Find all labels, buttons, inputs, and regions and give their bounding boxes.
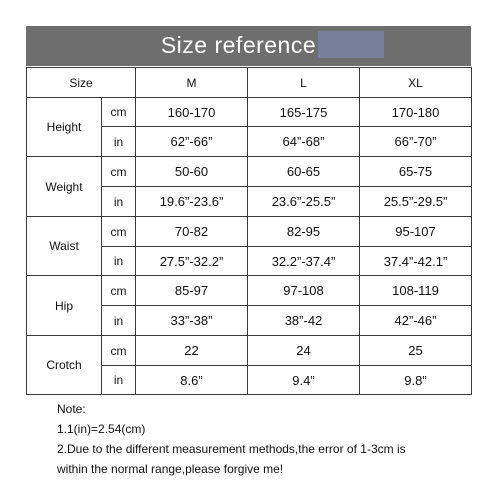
value-cell: 95-107 bbox=[360, 217, 472, 247]
value-cell: 85-97 bbox=[136, 276, 248, 306]
value-cell: 24 bbox=[248, 336, 360, 366]
value-cell: 97-108 bbox=[248, 276, 360, 306]
unit-cell: cm bbox=[102, 217, 136, 247]
unit-cell: in bbox=[102, 127, 136, 157]
value-cell: 38”-42 bbox=[248, 306, 360, 336]
unit-cell: in bbox=[102, 366, 136, 395]
measurement-label: Waist bbox=[27, 217, 102, 276]
measurement-label: Weight bbox=[27, 157, 102, 217]
unit-cell: cm bbox=[102, 157, 136, 187]
table-row bbox=[27, 217, 472, 247]
value-cell: 64”-68” bbox=[248, 127, 360, 157]
value-cell: 23.6”-25.5” bbox=[248, 187, 360, 217]
value-cell: 19.6”-23.6” bbox=[136, 187, 248, 217]
value-cell: 25 bbox=[360, 336, 472, 366]
value-cell: 42”-46” bbox=[360, 306, 472, 336]
value-cell: 33”-38” bbox=[136, 306, 248, 336]
value-cell: 170-180 bbox=[360, 98, 472, 127]
value-cell: 9.8” bbox=[360, 366, 472, 395]
value-cell: 22 bbox=[136, 336, 248, 366]
size-column-header: XL bbox=[360, 68, 472, 98]
size-chart-table bbox=[26, 67, 472, 395]
value-cell: 62”-66” bbox=[136, 127, 248, 157]
value-cell: 65-75 bbox=[360, 157, 472, 187]
size-column-header: L bbox=[248, 68, 360, 98]
value-cell: 32.2”-37.4” bbox=[248, 247, 360, 276]
value-cell: 165-175 bbox=[248, 98, 360, 127]
unit-cell: cm bbox=[102, 98, 136, 127]
value-cell: 70-82 bbox=[136, 217, 248, 247]
title-color-patch bbox=[318, 31, 384, 58]
measurement-label: Height bbox=[27, 98, 102, 157]
table-row bbox=[27, 157, 472, 187]
table-row bbox=[27, 336, 472, 366]
value-cell: 9.4” bbox=[248, 366, 360, 395]
value-cell: 60-65 bbox=[248, 157, 360, 187]
notes-block bbox=[57, 399, 406, 479]
unit-cell: in bbox=[102, 187, 136, 217]
value-cell: 82-95 bbox=[248, 217, 360, 247]
value-cell: 160-170 bbox=[136, 98, 248, 127]
value-cell: 25.5”-29.5” bbox=[360, 187, 472, 217]
note-heading: Note: bbox=[57, 402, 86, 416]
unit-cell: cm bbox=[102, 276, 136, 306]
value-cell: 50-60 bbox=[136, 157, 248, 187]
note-line: 2.Due to the different measurement methods,the error of 1-3cm is bbox=[57, 442, 406, 456]
size-header-cell: Size bbox=[27, 68, 136, 98]
value-cell: 8.6” bbox=[136, 366, 248, 395]
value-cell: 66”-70” bbox=[360, 127, 472, 157]
note-line: within the normal range,please forgive me! bbox=[57, 462, 284, 476]
unit-cell: in bbox=[102, 247, 136, 276]
unit-cell: cm bbox=[102, 336, 136, 366]
table-row bbox=[27, 276, 472, 306]
unit-cell: in bbox=[102, 306, 136, 336]
measurement-label: Hip bbox=[27, 276, 102, 336]
value-cell: 37.4”-42.1” bbox=[360, 247, 472, 276]
title-banner bbox=[26, 26, 471, 66]
note-line: 1.1(in)=2.54(cm) bbox=[57, 422, 146, 436]
table-row bbox=[27, 98, 472, 127]
value-cell: 108-119 bbox=[360, 276, 472, 306]
table-header-row bbox=[27, 68, 472, 98]
page-title: Size reference bbox=[160, 32, 317, 58]
size-column-header: M bbox=[136, 68, 248, 98]
value-cell: 27.5”-32.2” bbox=[136, 247, 248, 276]
measurement-label: Crotch bbox=[27, 336, 102, 395]
